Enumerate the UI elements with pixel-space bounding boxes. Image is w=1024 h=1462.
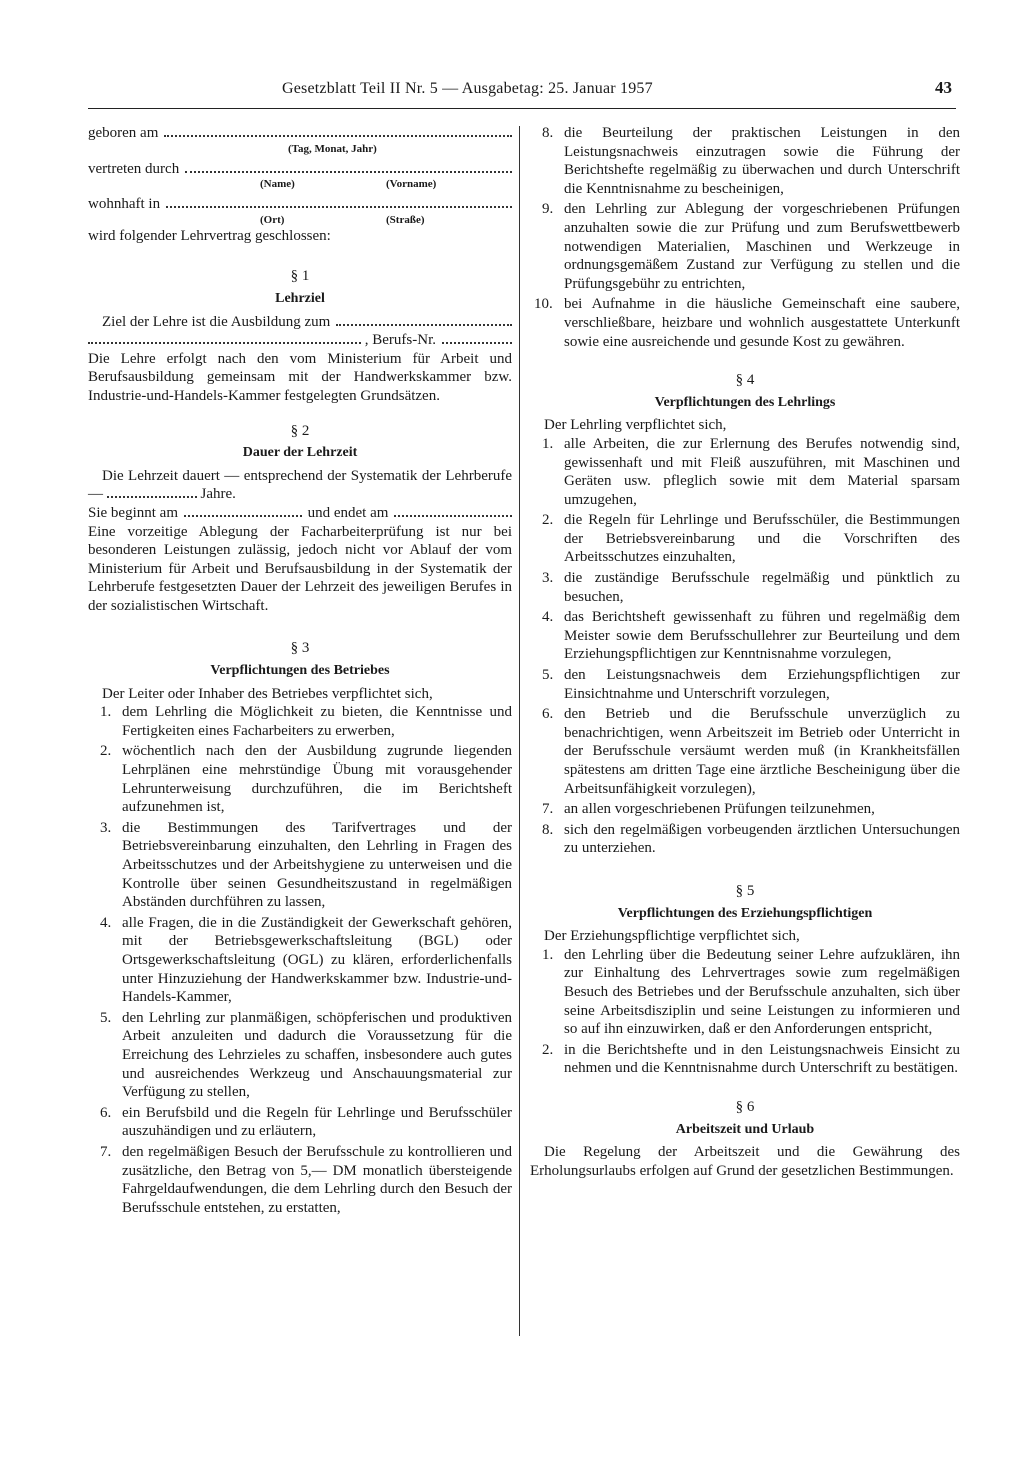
list-item: 1. den Lehrling über die Bedeutung seiner Lehre aufzuklären, ihn zur Einhaltung des Lehrvertrages sowie zum regelmäßigen Besuch des Betriebes und der Berufsschule anzuhalten, sich über seine Arbeitsdisziplin und seine Leistungen zu informieren und so auf ihn einzuwirken, daß er den Anforderungen entspricht, [542, 946, 960, 1038]
s1-profession-blank [88, 331, 361, 344]
born-label: geboren am [88, 125, 159, 141]
s1-number-blank [442, 331, 512, 344]
column-divider [519, 126, 520, 1336]
contract-intro: wird folgender Lehrvertrag geschlossen: [88, 227, 331, 244]
represented-sub-name: (Name) [260, 178, 295, 191]
represented-blank [185, 160, 512, 173]
represented-sub-firstname: (Vorname) [386, 178, 437, 191]
section-1-number: § 1 [290, 268, 310, 285]
residing-label: wohnhaft in [88, 196, 161, 213]
born-sub [88, 143, 512, 156]
left-column [88, 124, 512, 1219]
list-item: 6. ein Berufsbild und die Regeln für Lehrlinge und Berufsschüler auszuhändigen und zu erläutern, [100, 1104, 512, 1140]
s4-intro: Der Lehrling verpflichtet sich, [544, 417, 727, 434]
list-item: 7. den regelmäßigen Besuch der Berufsschule zu kontrollieren und zusätzliche, den Betrag von 5,— DM monatlich übersteigende Fahrgeldaufwendungen, die dem Lehrling durch den Besuch der Berufsschule entstehen, zu erstatten, [100, 1143, 512, 1216]
list-item: 10. bei Aufnahme in die häusliche Gemeinschaft eine saubere, verschließbare, heizbare und wohnlich ausgestattete Unterkunft sowie eine ausreichende und gesunde Kost zu gewähren. [534, 296, 960, 350]
s2-dates-field [88, 504, 512, 523]
represented-label: vertreten durch [88, 160, 180, 177]
born-sub-label: (Tag, Monat, Jahr) [288, 142, 377, 155]
list-item: 1. dem Lehrling die Möglichkeit zu bieten, die Kenntnisse und Fertigkeiten eines Facharbeiters zu erwerben, [100, 704, 512, 739]
section-3-title: Verpflichtungen des Betriebes [210, 663, 390, 679]
s3-intro: Der Leiter oder Inhaber des Betriebes verpflichtet sich, [102, 685, 433, 702]
section-5-title: Verpflichtungen des Erziehungspflichtigen [617, 905, 873, 921]
residing-sub-street: (Straße) [386, 213, 425, 226]
list-item: 6. den Betrieb und die Berufsschule unverzüglich zu benachrichtigen, wenn Arbeitszeit im Betrieb oder Unterricht in der Berufsschule versäumt werden muß (in Krankheitsfällen spätestens am dritten Tage eine ärztliche Bescheinigung über die Arbeitsunfähigkeit vorzulegen), [542, 706, 960, 797]
section-3-number: § 3 [290, 640, 310, 657]
represented-field [88, 160, 512, 179]
s3-list-right [530, 124, 960, 351]
list-item: 3. die zuständige Berufsschule regelmäßig und pünktlich zu besuchen, [542, 570, 960, 605]
page-header [88, 78, 956, 109]
list-item: 1. alle Arbeiten, die zur Erlernung des Berufes notwendig sind, gewissenhaft und mit Fleiß auszuführen, mit Maschinen und Geräten usw. pfleglich sowie mit dem Material sparsam umzugehen, [542, 435, 960, 508]
section-6-title: Arbeitszeit und Urlaub [675, 1121, 815, 1137]
page-number: 43 [935, 78, 952, 97]
section-6-number: § 6 [735, 1098, 755, 1115]
residing-sub-place: (Ort) [260, 213, 285, 226]
list-item: 8. die Beurteilung der praktischen Leistungen in den Leistungsnachweis einzutragen sowie die Führung der Berichtshefte regelmäßig zu überwachen und durch Unterschrift die Kenntnisnahme zu bescheinigen, [542, 125, 960, 197]
list-item: 8. sich den regelmäßigen vorbeugenden ärztlichen Untersuchungen zu unterziehen. [542, 821, 960, 857]
s4-list [530, 435, 960, 858]
list-item: 4. alle Fragen, die in die Zuständigkeit der Gewerkschaft gehören, mit der Betriebsgewerkschaftsleitung (BGL) oder Ortsgewerkschaftsleitung (OGL) zu klären, erforderlichenfalls unter Hinzuziehung der Handwerkskammer bzw. Industrie-und-Handels-Kammer, [100, 914, 512, 1006]
list-item: 5. den Lehrling zur planmäßigen, schöpferischen und produktiven Arbeit anzuleiten und dadurch die Voraussetzung für die Erreichung des Lehrzieles zu schaffen, insbesondere auch gutes und ausreichendes Werkzeug und Anschauungsmaterial zur Verfügung zu stellen, [100, 1009, 512, 1101]
list-item: 2. die Regeln für Lehrlinge und Berufsschüler, die Bestimmungen der Betriebsvereinbarung und die Vorschriften des Arbeitsschutzes einzuhalten, [542, 512, 960, 566]
s1-text: Die Lehre erfolgt nach den vom Ministerium für Arbeit und Berufsausbildung gemeinsam mit der Handwerkskammer bzw. Industrie-und-Handels-Kammer festgelegten Grundsätzen. [88, 350, 512, 404]
s2-end-blank [394, 504, 512, 517]
list-item: 7. an allen vorgeschriebenen Prüfungen teilzunehmen, [542, 801, 875, 818]
section-2-title: Dauer der Lehrzeit [242, 445, 358, 461]
s2-text: Eine vorzeitige Ablegung der Facharbeiterprüfung ist nur bei besonderen Leistungen zulässig, jedoch nicht vor Ablauf der vom Ministerium für Arbeit und Berufsausbildung in der Systematik der Lehrberufe festgesetzten Dauer der Lehrzeit des jeweiligen Berufes in der sozialistischen Wirtschaft. [88, 523, 512, 614]
residing-sub [88, 214, 512, 227]
list-item: 9. den Lehrling zur Ablegung der vorgeschriebenen Prüfungen anzuhalten sowie die zur Prüfung und zum Berufswettbewerb notwendigen Materialien, Maschinen und Werkzeuge in ordnungsgemäßem Zustand zur Verfügung zu stellen und die Prüfungsgebühr zu entrichten, [542, 201, 960, 292]
section-2-number: § 2 [290, 422, 310, 439]
born-field [88, 124, 512, 143]
right-column [530, 124, 960, 1180]
s1-goal-field [88, 313, 512, 332]
born-blank [164, 124, 512, 137]
s3-list-left [88, 703, 512, 1217]
s2-begin-blank [184, 504, 302, 517]
s2-end-label: und endet am [307, 504, 389, 521]
s2-years-blank [107, 486, 197, 498]
list-item: 3. die Bestimmungen des Tarifvertrages und der Betriebsvereinbarung einzuhalten, den Lehrling in Fragen des Arbeitsschutzes und der Arbeitshygiene zu unterweisen und die Kontrolle über seinen Gesundheitszustand in regelmäßigen Abständen durchführen zu lassen, [100, 819, 512, 911]
s5-list [530, 946, 960, 1078]
list-item: 2. in die Berichtshefte und in den Leistungsnachweis Einsicht zu nehmen und die Kenntnisnahme durch Unterschrift zu bestätigen. [542, 1041, 960, 1077]
s1-goal-blank [336, 313, 512, 326]
s1-number-field [88, 331, 512, 350]
s1-number-label: , Berufs-Nr. [364, 332, 436, 349]
section-4-title: Verpflichtungen des Lehrlings [654, 394, 836, 410]
section-1-title: Lehrziel [275, 290, 325, 306]
s2-duration [88, 467, 512, 504]
section-4-number: § 4 [735, 372, 755, 389]
list-item: 5. den Leistungsnachweis dem Erziehungspflichtigen zur Einsichtnahme und Unterschrift vorzulegen, [542, 667, 960, 702]
s6-text: Die Regelung der Arbeitszeit und die Gewährung des Erholungsurlaubs erfolgen auf Grund der gesetzlichen Bestimmungen. [530, 1144, 960, 1179]
residing-field [88, 195, 512, 214]
s2-begin-label: Sie beginnt am [88, 504, 178, 521]
s5-intro: Der Erziehungspflichtige verpflichtet sich, [544, 928, 800, 945]
list-item: 2. wöchentlich nach den der Ausbildung zugrunde liegenden Lehrplänen eine mehrstündige Übung mit vorausgehender Lehrunterweisung durchzuführen, die im Berichtsheft aufzunehmen ist, [100, 743, 512, 816]
s2-years-label: Jahre. [200, 486, 236, 503]
s2-duration-text: Die Lehrzeit dauert — entsprechend der Systematik der Lehrberufe — [88, 467, 512, 503]
section-5-number: § 5 [735, 882, 755, 899]
residing-blank [166, 195, 512, 208]
represented-sub [88, 178, 512, 191]
running-title: Gesetzblatt Teil II Nr. 5 — Ausgabetag: 25. Januar 1957 [282, 80, 653, 97]
s1-goal-label: Ziel der Lehre ist die Ausbildung zum [102, 313, 331, 330]
list-item: 4. das Berichtsheft gewissenhaft zu führen und regelmäßig dem Meister sowie dem Berufsschullehrer zur Beurteilung und dem Erziehungspflichtigen zur Kenntnisnahme vorzulegen, [542, 609, 960, 663]
